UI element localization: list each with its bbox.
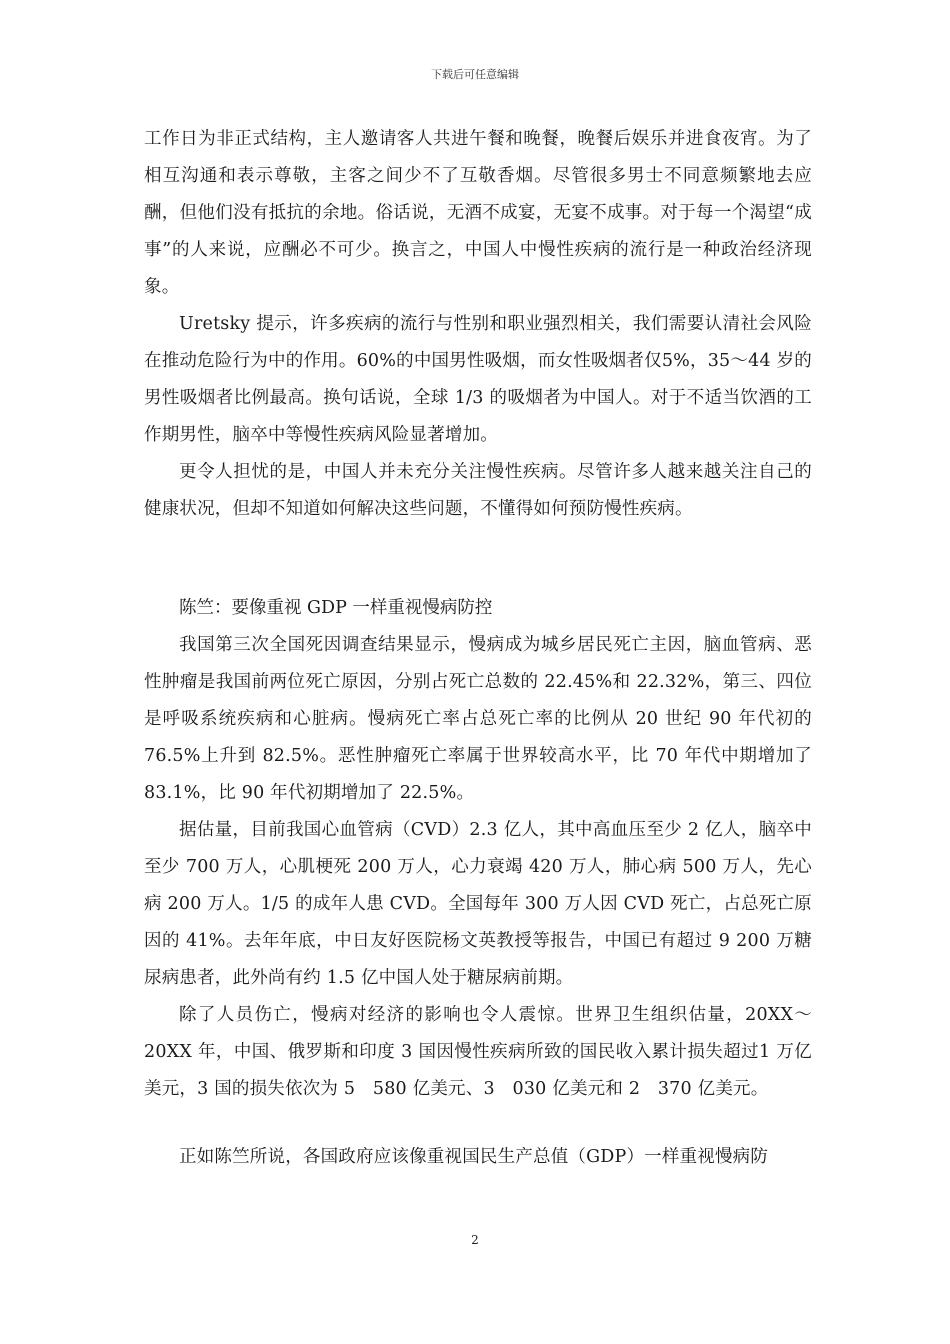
- paragraph-spacer: [144, 1108, 812, 1139]
- paragraph-cvd-estimates: 据估量，目前我国心血管病（CVD）2.3 亿人，其中高血压至少 2 亿人，脑卒中至少 700 万人，心肌梗死 200 万人，心力衰竭 420 万人，肺心病 500 万人，先心病 200 万人。1/5 的成年人患 CVD。全国每年 300 万人因 CVD 死亡，占总死亡原因的 41%。去年年底，中日友好医院杨文英教授等报告，中国已有超过 9 200 万糖尿病患者，此外尚有约 1.5 亿中国人处于糖尿病前期。: [144, 820, 812, 988]
- section-heading: 陈竺：要像重视 GDP 一样重视慢病防控: [179, 598, 493, 618]
- page-header-note: 下载后可任意编辑: [431, 68, 519, 81]
- paragraph-business-dining: 工作日为非正式结构，主人邀请客人共进午餐和晚餐，晚餐后娱乐并进食夜宵。为了相互沟通和表示尊敬，主客之间少不了互敬香烟。尽管很多男士不同意频繁地去应酬，但他们没有抵抗的余地。俗话说，无酒不成宴，无宴不成事。对于每一个渴望“成事”的人来说，应酬必不可少。换言之，中国人中慢性疾病的流行是一种政治经济现象。: [144, 129, 812, 297]
- paragraph-chronic-disease-awareness: 更令人担忧的是，中国人并未充分关注慢性疾病。尽管许多人越来越关注自己的健康状况，但却不知道如何解决这些问题，不懂得如何预防慢性疾病。: [144, 462, 812, 519]
- document-body: [144, 121, 812, 1176]
- page-number: 2: [471, 1233, 479, 1247]
- paragraph-uretsky-smoking: Uretsky 提示，许多疾病的流行与性别和职业强烈相关，我们需要认清社会风险在推动危险行为中的作用。60%的中国男性吸烟，而女性吸烟者仅5%，35～44 岁的男性吸烟者比例最高。换句话说，全球 1/3 的吸烟者为中国人。对于不适当饮酒的工作期男性，脑卒中等慢性疾病风险显著增加。: [144, 314, 812, 445]
- section-spacer: [144, 528, 812, 590]
- paragraph-economic-impact: 除了人员伤亡，慢病对经济的影响也令人震惊。世界卫生组织估量，20XX～20XX 年，中国、俄罗斯和印度 3 国因慢性疾病所致的国民收入累计损失超过1 万亿美元，3 国的损失依次为 5 580 亿美元、3 030 亿美元和 2 370 亿美元。: [144, 1005, 812, 1099]
- paragraph-death-cause-survey: 我国第三次全国死因调查结果显示，慢病成为城乡居民死亡主因，脑血管病、恶性肿瘤是我国前两位死亡原因，分别占死亡总数的 22.45%和 22.32%，第三、四位是呼吸系统疾病和心脏病。慢病死亡率占总死亡率的比例从 20 世纪 90 年代初的 76.5%上升到 82.5%。恶性肿瘤死亡率属于世界较高水平，比 70 年代中期增加了 83.1%，比 90 年代初期增加了 22.5%。: [144, 635, 812, 803]
- paragraph-gdp-comparison: 正如陈竺所说，各国政府应该像重视国民生产总值（GDP）一样重视慢病防: [179, 1147, 769, 1167]
